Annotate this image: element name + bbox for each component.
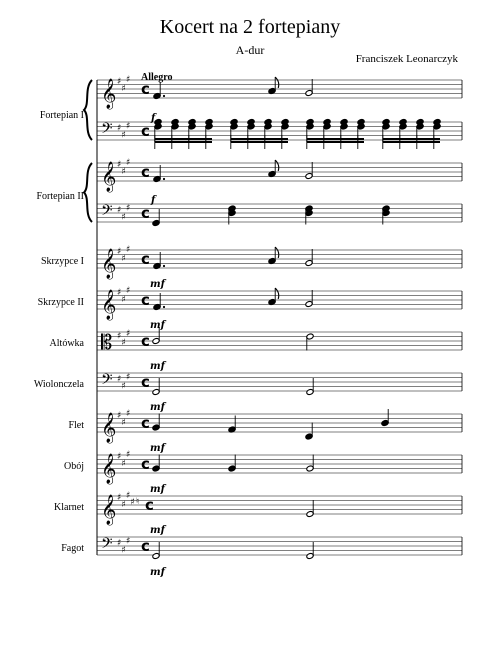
common-time-icon: c — [141, 537, 150, 555]
sharp-icon: ♯ — [121, 545, 126, 556]
treble-clef-icon: 𝄞 — [101, 79, 117, 109]
common-time-icon: c — [145, 496, 154, 514]
treble-clef-icon: 𝄞 — [101, 454, 117, 484]
bass-clef-icon: 𝄢 — [101, 202, 113, 223]
dynamic-marking-fagot: mf — [150, 567, 165, 578]
sharp-icon: ♯ — [117, 411, 122, 421]
sharp-icon: ♯ — [121, 253, 126, 264]
sharp-icon: ♯ — [126, 285, 131, 296]
sharp-icon: ♯ — [121, 130, 126, 141]
sharp-icon: ♯ — [117, 77, 122, 87]
sharp-icon: ♯ — [126, 244, 131, 255]
sharp-icon: ♯ — [121, 499, 126, 510]
instrument-label-oboj: Obój — [64, 461, 84, 472]
common-time-icon: c — [141, 332, 150, 350]
common-time-icon: c — [141, 80, 150, 98]
sharp-icon: ♯ — [126, 372, 131, 383]
sharp-icon: ♯ — [126, 121, 131, 132]
dynamic-marking-altowka: mf — [150, 361, 165, 372]
dynamic-marking-wiolonczela: mf — [150, 402, 165, 413]
sharp-icon: ♯ — [117, 160, 122, 170]
sharp-icon: ♯ — [126, 536, 131, 547]
composer-name: Franciszek Leonarczyk — [355, 53, 458, 65]
instrument-label-klarnet: Klarnet — [54, 502, 84, 513]
common-time-icon: c — [141, 414, 150, 432]
sharp-icon: ♯ — [117, 123, 122, 134]
instrument-label-fagot: Fagot — [61, 543, 84, 554]
dynamic-marking-oboj: mf — [150, 484, 165, 495]
sharp-icon: ♯ — [121, 83, 126, 94]
sharp-icon: ♯ — [117, 374, 122, 385]
dynamic-marking-skrzypce-1: mf — [150, 279, 165, 290]
sharp-icon: ♯ — [121, 417, 126, 428]
instrument-label-wiolonczela: Wiolonczela — [33, 379, 84, 390]
bass-clef-icon: 𝄢 — [101, 371, 113, 392]
sharp-icon: ♯ — [126, 74, 131, 85]
score-title: Kocert na 2 fortepiany — [159, 16, 341, 38]
sharp-icon: ♯ — [121, 166, 126, 177]
dynamic-marking-fortepian-2: f — [151, 195, 156, 206]
score-key: A-dur — [235, 43, 265, 57]
eighth-flag — [275, 247, 279, 258]
augmentation-dot — [163, 306, 165, 308]
natural-icon: ♮ — [136, 497, 140, 507]
common-time-icon: c — [141, 163, 150, 181]
dynamic-marking-flet: mf — [150, 443, 165, 454]
tempo-marking: Allegro — [141, 72, 173, 83]
bass-clef-icon: 𝄢 — [101, 120, 113, 141]
sharp-icon: ♯ — [117, 247, 122, 257]
sharp-icon: ♯ — [126, 329, 131, 339]
treble-clef-icon: 𝄞 — [101, 162, 117, 192]
sharp-icon: ♯ — [126, 203, 131, 214]
dynamic-marking-fortepian-1: f — [151, 113, 156, 124]
instrument-label-altowka: Altówka — [49, 338, 84, 349]
sharp-icon: ♯ — [126, 408, 131, 419]
treble-clef-icon: 𝄞 — [101, 413, 117, 443]
alto-clef-icon: 𝄡 — [101, 330, 113, 354]
sharp-icon: ♯ — [121, 294, 126, 305]
sharp-icon: ♯ — [126, 449, 131, 460]
common-time-icon: c — [141, 204, 150, 222]
sharp-icon: ♯ — [117, 452, 122, 462]
eighth-flag — [275, 160, 279, 171]
piano-1-brace — [84, 80, 92, 140]
sharp-icon: ♯ — [121, 212, 126, 223]
sharp-icon: ♯ — [126, 157, 131, 168]
sharp-icon: ♯ — [117, 493, 122, 503]
common-time-icon: c — [141, 291, 150, 309]
common-time-icon: c — [141, 122, 150, 140]
instrument-label-flet: Flet — [68, 420, 84, 431]
eighth-flag — [275, 77, 279, 88]
common-time-icon: c — [141, 373, 150, 391]
sharp-icon: ♯ — [126, 490, 131, 501]
treble-clef-icon: 𝄞 — [101, 495, 117, 525]
bass-clef-icon: 𝄢 — [101, 535, 113, 556]
piano-2-brace — [84, 163, 92, 222]
common-time-icon: c — [141, 455, 150, 473]
sharp-icon: ♯ — [130, 497, 135, 508]
sharp-icon: ♯ — [121, 458, 126, 469]
augmentation-dot — [163, 265, 165, 267]
common-time-icon: c — [141, 250, 150, 268]
instrument-label-fortepian-2: Fortepian II — [36, 191, 84, 202]
sharp-icon: ♯ — [121, 338, 126, 348]
instrument-label-skrzypce-2: Skrzypce II — [37, 297, 84, 308]
treble-clef-icon: 𝄞 — [101, 290, 117, 320]
dynamic-marking-skrzypce-2: mf — [150, 320, 165, 331]
eighth-flag — [275, 288, 279, 299]
augmentation-dot — [163, 178, 165, 180]
treble-clef-icon: 𝄞 — [101, 249, 117, 279]
augmentation-dot — [163, 95, 165, 97]
dynamic-marking-klarnet: mf — [150, 525, 165, 536]
sharp-icon: ♯ — [121, 381, 126, 392]
instrument-label-skrzypce-1: Skrzypce I — [40, 256, 84, 267]
sharp-icon: ♯ — [117, 288, 122, 298]
sharp-icon: ♯ — [117, 205, 122, 216]
sharp-icon: ♯ — [117, 331, 122, 342]
sharp-icon: ♯ — [117, 538, 122, 549]
instrument-label-fortepian-1: Fortepian I — [39, 110, 84, 121]
